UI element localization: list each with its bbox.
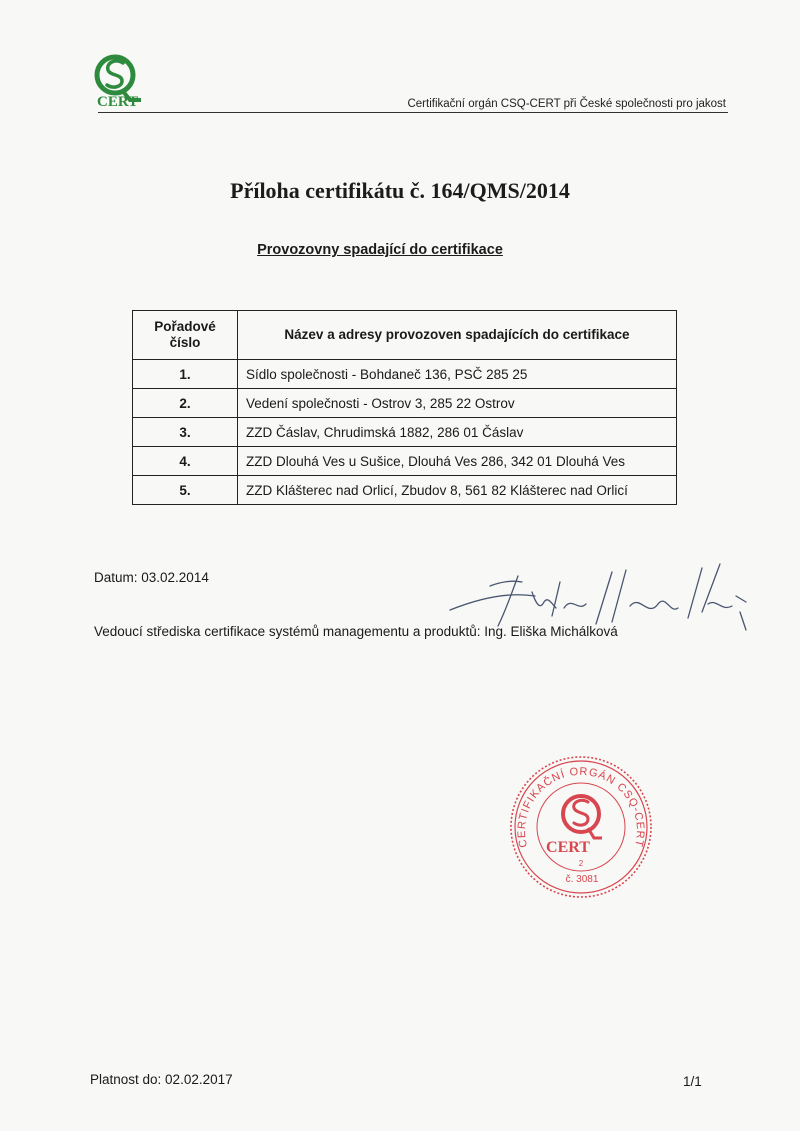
issue-date: Datum: 03.02.2014 [94,570,209,585]
table-row [133,476,677,505]
document-subtitle: Provozovny spadající do certifikace [257,242,503,258]
page-number: 1/1 [683,1074,702,1089]
row-site: ZZD Klášterec nad Orlicí, Zbudov 8, 561 82 Klášterec nad Orlicí [238,476,677,505]
column-header-number: Pořadové číslo [133,311,238,360]
table-row [133,447,677,476]
svg-text:č. 3081: č. 3081 [565,874,599,885]
validity-date: Platnost do: 02.02.2017 [90,1072,233,1087]
manager-line: Vedoucí střediska certifikace systémů managementu a produktů: Ing. Eliška Michálková [94,624,618,639]
svg-text:CERTIFIKAČNÍ ORGÁN CSQ-CERT: CERTIFIKAČNÍ ORGÁN CSQ-CERT [515,765,647,849]
table-row [133,360,677,389]
row-site: ZZD Čáslav, Chrudimská 1882, 286 01 Čáslav [238,418,677,447]
official-stamp [508,754,654,900]
svg-text:CERT: CERT [546,839,590,856]
table-row [133,389,677,418]
table-row [133,418,677,447]
row-number: 4. [133,447,238,476]
row-number: 5. [133,476,238,505]
header-divider [98,112,728,113]
row-site: Sídlo společnosti - Bohdaneč 136, PSČ 285 25 [238,360,677,389]
row-site: ZZD Dlouhá Ves u Sušice, Dlouhá Ves 286, 342 01 Dlouhá Ves [238,447,677,476]
issuer-header: Certifikační orgán CSQ-CERT při České společnosti pro jakost [407,98,726,110]
row-number: 3. [133,418,238,447]
document-title: Příloha certifikátu č. 164/QMS/2014 [230,178,570,203]
column-header-sites: Název a adresy provozoven spadajících do certifikace [238,311,677,360]
svg-text:2: 2 [578,859,584,868]
row-site: Vedení společnosti - Ostrov 3, 285 22 Ostrov [238,389,677,418]
row-number: 2. [133,389,238,418]
table-header-row [133,311,677,360]
csq-cert-logo [93,54,173,112]
sites-table [132,310,677,505]
row-number: 1. [133,360,238,389]
svg-text:CERT: CERT [97,94,139,110]
